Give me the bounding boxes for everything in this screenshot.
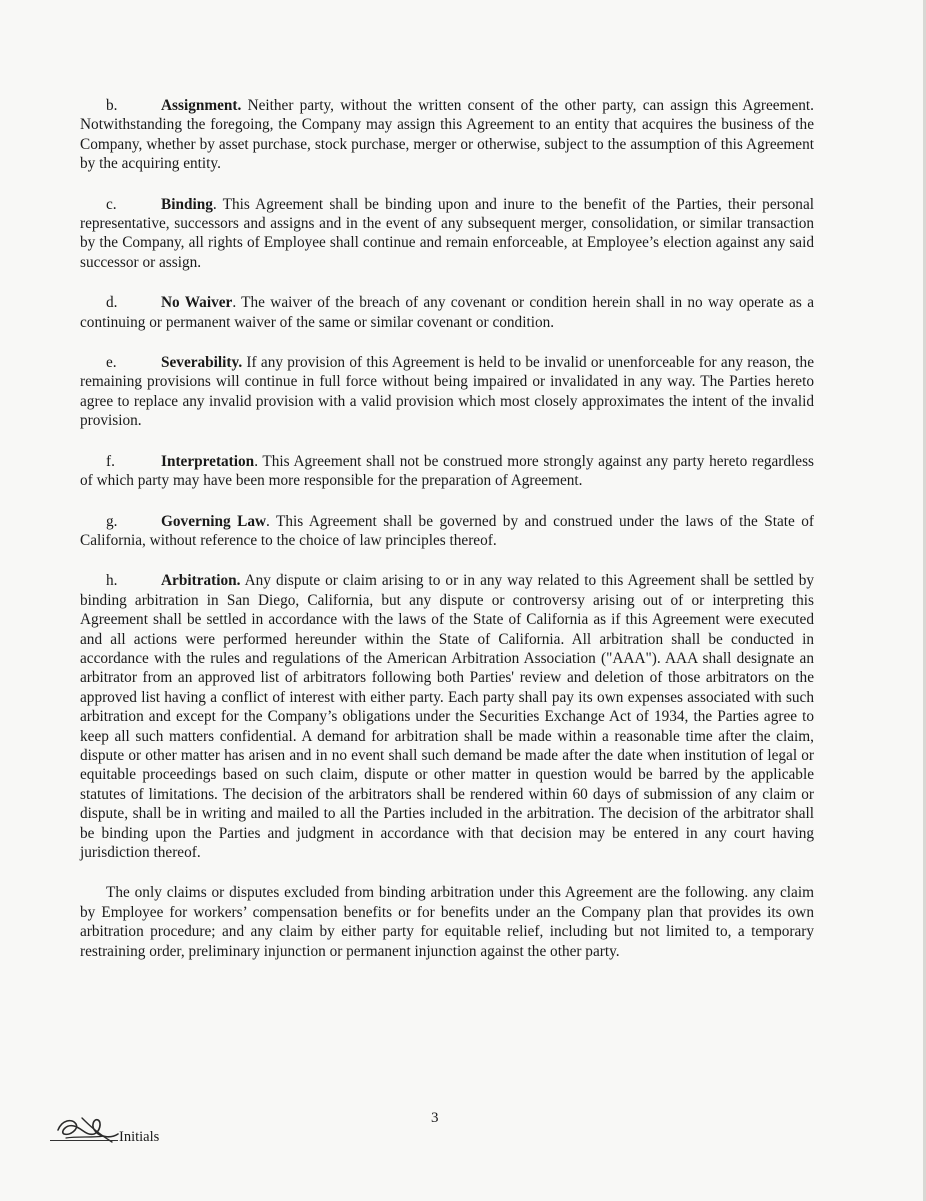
section-heading: Binding bbox=[161, 195, 213, 213]
section-text: . This Agreement shall not be construed more strongly against any party hereto regardless of which party may have been more responsible for the preparation of Agreement. bbox=[80, 452, 814, 490]
page-number: 3 bbox=[431, 1110, 439, 1126]
section-severability bbox=[80, 353, 814, 431]
section-letter: h. bbox=[106, 572, 118, 590]
initials-label: Initials bbox=[119, 1129, 160, 1145]
section-arbitration bbox=[80, 571, 814, 862]
section-no-waiver bbox=[80, 293, 814, 332]
initials-line bbox=[50, 1140, 118, 1141]
section-text: If any provision of this Agreement is held to be invalid or unenforceable for any reason, the remaining provisions will continue in full force without being impaired or invalidated in any way. The Parties hereto agree to replace any invalid provision with a valid provision which most closely approximates the intent of the invalid provision. bbox=[80, 354, 814, 430]
section-heading: Interpretation bbox=[161, 452, 255, 470]
section-text: Neither party, without the written consent of the other party, can assign this Agreement. Notwithstanding the foregoing, the Company may assign this Agreement to an entity that acquires the business of the Company, whether by asset purchase, stock purchase, merger or otherwise, subject to the assumption of this Agreement by the acquiring entity. bbox=[80, 97, 814, 173]
section-governing-law bbox=[80, 512, 814, 551]
section-text: Any dispute or claim arising to or in any way related to this Agreement shall be settled by binding arbitration in San Diego, California, but any dispute or controversy arising out of or interpreting this Agreement shall be settled in accordance with the laws of the State of California as if this Agreement were executed and all actions were performed hereunder within the State of California. All arbitration shall be conducted in accordance with the rules and regulations of the American Arbitration Association ("AAA"). AAA shall designate an arbitrator from an approved list of arbitrators following both Parties' review and deletion of those arbitrators on the approved list having a conflict of interest with either party. Each party shall pay its own expenses associated with such arbitration and except for the Company’s obligations under the Securities Exchange Act of 1934, the Parties agree to keep all such matters confidential. A demand for arbitration shall be made within a reasonable time after the claim, dispute or other matter has arisen and in no event shall such demand be made after the date when institution of legal or equitable proceedings based on such claim, dispute or other matter in question would be barred by the applicable statutes of limitations. The decision of the arbitrators shall be rendered within 60 days of submission of any claim or dispute, shall be in writing and mailed to all the Parties included in the arbitration. The decision of the arbitrator shall be binding upon the Parties and judgment in accordance with that decision may be entered in any court having jurisdiction thereof. bbox=[80, 572, 814, 861]
section-heading: Arbitration. bbox=[161, 572, 241, 590]
section-text: . This Agreement shall be binding upon and inure to the benefit of the Parties, their personal representative, successors and assigns and in the event of any subsequent merger, consolidation, or similar transaction by the Company, all rights of Employee shall continue and remain enforceable, at Employee’s election against any said successor or assign. bbox=[80, 195, 814, 271]
section-heading: Severability. bbox=[161, 354, 243, 372]
section-letter: g. bbox=[106, 512, 118, 530]
section-letter: d. bbox=[106, 294, 118, 312]
section-letter: f. bbox=[106, 452, 115, 470]
section-letter: c. bbox=[106, 195, 117, 213]
closing-paragraph: The only claims or disputes excluded from binding arbitration under this Agreement are the following. any claim by Employee for workers’ compensation benefits or for benefits under an the Company plan that provides its own arbitration procedure; and any claim by either party for equitable relief, including but not limited to, a temporary restraining order, preliminary injunction or permanent injunction against the other party. bbox=[80, 884, 814, 960]
section-letter: e. bbox=[106, 354, 117, 372]
section-binding bbox=[80, 195, 814, 273]
section-heading: Assignment. bbox=[161, 97, 242, 114]
section-text: . The waiver of the breach of any covenant or condition herein shall in no way operate as a continuing or permanent waiver of the same or similar covenant or condition. bbox=[80, 294, 814, 331]
section-text: . This Agreement shall be governed by and construed under the laws of the State of California, without reference to the choice of law principles thereof. bbox=[80, 512, 814, 549]
section-heading: No Waiver bbox=[161, 294, 233, 312]
section-interpretation bbox=[80, 452, 814, 491]
initials-block bbox=[50, 1112, 190, 1152]
document-body bbox=[80, 96, 814, 982]
section-letter: b. bbox=[106, 97, 118, 114]
section-heading: Governing Law bbox=[161, 512, 267, 530]
section-assignment bbox=[80, 96, 814, 174]
